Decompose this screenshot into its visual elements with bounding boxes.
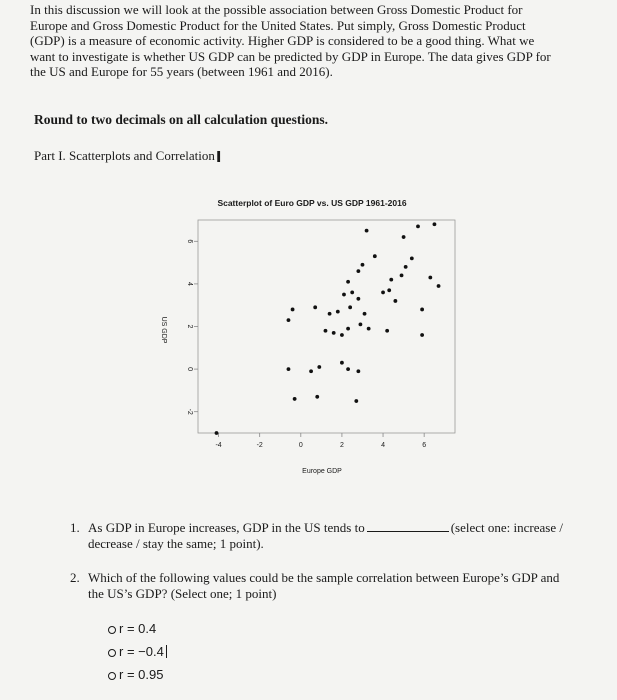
- data-point: [328, 312, 332, 316]
- y-tick-label: 0: [186, 367, 193, 372]
- scatterplot-chart: [150, 190, 480, 490]
- x-tick-label: -4: [215, 442, 222, 449]
- data-point: [381, 291, 385, 295]
- intro-line: (GDP) is a measure of economic activity. Higher GDP is considered to be a good thing. What we: [30, 33, 535, 48]
- data-point: [350, 291, 354, 295]
- question-text: As GDP in Europe increases, GDP in the US tends to: [88, 520, 365, 535]
- data-point: [393, 299, 397, 303]
- data-point: [359, 322, 363, 326]
- data-point: [356, 297, 360, 301]
- x-tick-label: 4: [381, 442, 385, 449]
- data-point: [437, 284, 441, 288]
- y-axis-label: US GDP: [160, 316, 167, 344]
- data-point: [420, 308, 424, 312]
- data-point: [402, 235, 406, 239]
- data-point: [342, 293, 346, 297]
- data-point: [385, 329, 389, 333]
- option-r-negative-0-4[interactable]: [108, 640, 167, 663]
- answer-options: [108, 617, 167, 686]
- data-point: [346, 280, 350, 284]
- question-1: [70, 520, 610, 551]
- y-tick-label: 2: [186, 324, 193, 329]
- data-point: [215, 431, 219, 435]
- data-point: [367, 327, 371, 331]
- answer-blank[interactable]: [367, 521, 449, 532]
- data-point: [428, 276, 432, 280]
- data-point: [389, 278, 393, 282]
- x-axis-label: Europe GDP: [302, 468, 342, 475]
- data-point: [315, 395, 319, 399]
- part-heading: [34, 148, 221, 166]
- data-point: [287, 367, 291, 371]
- option-label: r = −0.4: [119, 644, 164, 659]
- radio-icon[interactable]: [108, 649, 116, 657]
- data-point: [410, 256, 414, 260]
- text-caret-icon: [166, 645, 167, 658]
- radio-icon[interactable]: [108, 672, 116, 680]
- y-tick-label: -2: [186, 408, 193, 415]
- y-axis: [186, 239, 198, 415]
- question-2: [70, 570, 590, 601]
- data-point: [332, 331, 336, 335]
- data-point: [348, 305, 352, 309]
- option-label: r = 0.4: [119, 621, 157, 636]
- data-point: [373, 254, 377, 258]
- plot-frame: [198, 220, 455, 433]
- question-number: 1.: [70, 520, 80, 535]
- intro-line: Europe and Gross Domestic Product for the United States. Put simply, Gross Domestic Product: [30, 17, 526, 33]
- rounding-instruction: Round to two decimals on all calculation questions.: [34, 112, 329, 127]
- question-text: the US’s GDP? (Select one; 1 point): [88, 585, 277, 601]
- option-label: r = 0.95: [119, 667, 164, 682]
- data-point: [361, 263, 365, 267]
- x-tick-label: 2: [339, 442, 344, 449]
- data-point: [324, 329, 328, 333]
- data-point: [387, 288, 391, 292]
- data-point: [363, 312, 367, 316]
- data-point: [346, 327, 350, 331]
- data-point: [356, 269, 360, 273]
- option-r-positive-0-4[interactable]: [108, 617, 167, 640]
- y-tick-label: 6: [186, 239, 193, 244]
- data-point: [400, 273, 404, 277]
- data-point: [340, 333, 344, 337]
- data-point: [365, 229, 369, 233]
- data-point: [404, 265, 408, 269]
- data-point: [346, 367, 350, 371]
- data-point: [354, 399, 358, 403]
- radio-icon[interactable]: [108, 626, 116, 634]
- data-point: [313, 305, 317, 309]
- data-point: [340, 361, 344, 365]
- option-r-positive-0-95[interactable]: [108, 663, 167, 686]
- data-point: [293, 397, 297, 401]
- data-point: [317, 365, 321, 369]
- data-point: [291, 308, 295, 312]
- data-point: [309, 369, 313, 373]
- question-text: (select one: increase /: [450, 520, 563, 535]
- data-point: [356, 369, 360, 373]
- x-tick-label: 6: [422, 442, 427, 449]
- x-axis: [215, 433, 426, 449]
- data-point: [416, 224, 420, 228]
- part-heading-text: Part I. Scatterplots and Correlation: [34, 148, 215, 163]
- data-points: [215, 222, 441, 435]
- x-tick-label: -2: [256, 442, 263, 449]
- chart-title: Scatterplot of Euro GDP vs. US GDP 1961-2016: [217, 198, 407, 208]
- intro-line: In this discussion we will look at the possible association between Gross Domestic Product for: [30, 2, 523, 17]
- question-text: decrease / stay the same; 1 point).: [88, 535, 264, 551]
- data-point: [336, 310, 340, 314]
- y-tick-label: 4: [186, 281, 193, 286]
- intro-line: want to investigate is whether US GDP can be predicted by GDP in Europe. The data gives GDP for: [30, 48, 551, 64]
- intro-line: the US and Europe for 55 years (between 1961 and 2016).: [30, 64, 333, 79]
- question-number: 2.: [70, 570, 80, 585]
- intro-paragraph: [30, 2, 600, 80]
- text-cursor-icon: I: [215, 148, 222, 166]
- question-text: Which of the following values could be the sample correlation between Europe’s GDP and: [88, 570, 560, 585]
- scatterplot-svg: [150, 190, 480, 490]
- x-tick-label: 0: [298, 442, 303, 449]
- data-point: [420, 333, 424, 337]
- data-point: [287, 318, 291, 322]
- data-point: [433, 222, 437, 226]
